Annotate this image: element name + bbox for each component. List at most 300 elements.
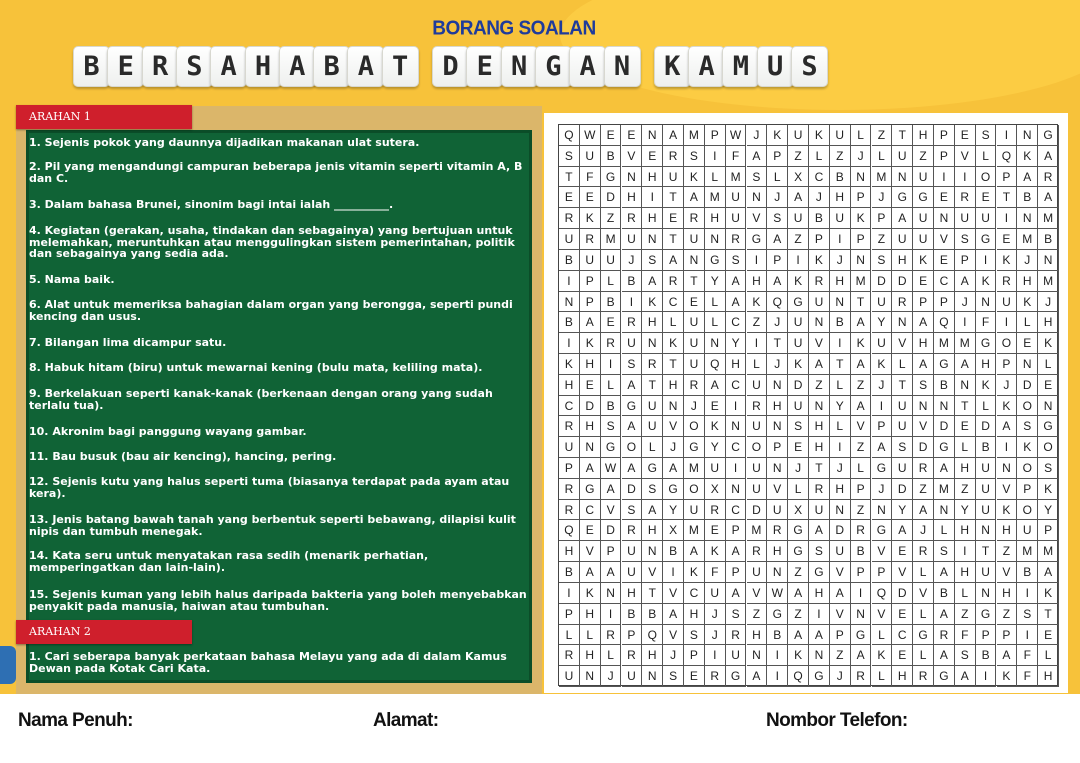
grid-cell[interactable]: B	[601, 292, 622, 313]
grid-cell[interactable]: H	[726, 354, 747, 375]
grid-cell[interactable]: A	[851, 354, 872, 375]
grid-cell[interactable]: U	[892, 146, 913, 167]
grid-cell[interactable]: J	[997, 375, 1018, 396]
grid-cell[interactable]: P	[934, 125, 955, 146]
grid-cell[interactable]: Z	[851, 375, 872, 396]
grid-cell[interactable]: D	[601, 187, 622, 208]
grid-cell[interactable]: G	[934, 666, 955, 687]
grid-cell[interactable]: L	[872, 666, 893, 687]
grid-cell[interactable]: E	[642, 146, 663, 167]
grid-cell[interactable]: R	[809, 479, 830, 500]
grid-cell[interactable]: U	[809, 500, 830, 521]
grid-cell[interactable]: P	[705, 125, 726, 146]
grid-cell[interactable]: A	[747, 666, 768, 687]
grid-cell[interactable]: V	[580, 541, 601, 562]
grid-cell[interactable]: T	[851, 292, 872, 313]
grid-cell[interactable]: A	[642, 500, 663, 521]
grid-cell[interactable]: N	[705, 333, 726, 354]
grid-cell[interactable]: N	[726, 479, 747, 500]
grid-cell[interactable]: T	[830, 354, 851, 375]
grid-cell[interactable]: R	[559, 208, 580, 229]
grid-cell[interactable]: Z	[830, 146, 851, 167]
grid-cell[interactable]: N	[726, 416, 747, 437]
grid-cell[interactable]: N	[934, 396, 955, 417]
grid-cell[interactable]: J	[872, 375, 893, 396]
grid-cell[interactable]: G	[892, 187, 913, 208]
grid-cell[interactable]: V	[934, 229, 955, 250]
grid-cell[interactable]: H	[580, 645, 601, 666]
grid-cell[interactable]: A	[934, 562, 955, 583]
grid-cell[interactable]: U	[642, 396, 663, 417]
grid-cell[interactable]: A	[663, 250, 684, 271]
grid-cell[interactable]: E	[1017, 333, 1038, 354]
grid-cell[interactable]: R	[1038, 167, 1059, 188]
grid-cell[interactable]: A	[622, 458, 643, 479]
grid-cell[interactable]: Z	[788, 146, 809, 167]
grid-cell[interactable]: L	[851, 458, 872, 479]
grid-cell[interactable]: N	[809, 396, 830, 417]
grid-cell[interactable]: G	[976, 333, 997, 354]
grid-cell[interactable]: G	[580, 479, 601, 500]
grid-cell[interactable]: O	[747, 437, 768, 458]
grid-cell[interactable]: M	[934, 333, 955, 354]
grid-cell[interactable]: Z	[872, 125, 893, 146]
grid-cell[interactable]: F	[1017, 666, 1038, 687]
grid-cell[interactable]: S	[913, 375, 934, 396]
grid-cell[interactable]: U	[892, 416, 913, 437]
grid-cell[interactable]: K	[705, 541, 726, 562]
grid-cell[interactable]: Z	[851, 437, 872, 458]
grid-cell[interactable]: X	[788, 500, 809, 521]
grid-cell[interactable]: A	[726, 541, 747, 562]
grid-cell[interactable]: S	[642, 250, 663, 271]
grid-cell[interactable]: M	[705, 187, 726, 208]
grid-cell[interactable]: H	[1038, 666, 1059, 687]
grid-cell[interactable]: J	[913, 520, 934, 541]
grid-cell[interactable]: N	[622, 167, 643, 188]
grid-cell[interactable]: B	[809, 208, 830, 229]
grid-cell[interactable]: V	[663, 416, 684, 437]
grid-cell[interactable]: L	[663, 312, 684, 333]
grid-cell[interactable]: P	[872, 208, 893, 229]
grid-cell[interactable]: J	[622, 250, 643, 271]
grid-cell[interactable]: U	[830, 541, 851, 562]
grid-cell[interactable]: E	[913, 271, 934, 292]
grid-cell[interactable]: D	[872, 271, 893, 292]
grid-cell[interactable]: N	[705, 229, 726, 250]
grid-cell[interactable]: U	[622, 333, 643, 354]
grid-cell[interactable]: O	[622, 437, 643, 458]
grid-cell[interactable]: A	[913, 312, 934, 333]
grid-cell[interactable]: N	[642, 229, 663, 250]
grid-cell[interactable]: G	[601, 437, 622, 458]
grid-cell[interactable]: J	[767, 312, 788, 333]
grid-cell[interactable]: U	[705, 583, 726, 604]
grid-cell[interactable]: J	[872, 479, 893, 500]
grid-cell[interactable]: P	[767, 437, 788, 458]
grid-cell[interactable]: P	[997, 354, 1018, 375]
grid-cell[interactable]: L	[580, 625, 601, 646]
grid-cell[interactable]: P	[622, 625, 643, 646]
grid-cell[interactable]: L	[872, 625, 893, 646]
grid-cell[interactable]: K	[705, 416, 726, 437]
grid-cell[interactable]: V	[642, 562, 663, 583]
grid-cell[interactable]: G	[1038, 416, 1059, 437]
grid-cell[interactable]: D	[892, 479, 913, 500]
grid-cell[interactable]: Y	[955, 500, 976, 521]
grid-cell[interactable]: R	[997, 271, 1018, 292]
grid-cell[interactable]: E	[684, 666, 705, 687]
grid-cell[interactable]: E	[892, 645, 913, 666]
grid-cell[interactable]: H	[767, 541, 788, 562]
grid-cell[interactable]: D	[934, 416, 955, 437]
grid-cell[interactable]: J	[767, 354, 788, 375]
grid-cell[interactable]: H	[830, 479, 851, 500]
grid-cell[interactable]: U	[726, 208, 747, 229]
grid-cell[interactable]: S	[684, 146, 705, 167]
grid-cell[interactable]: A	[705, 375, 726, 396]
grid-cell[interactable]: P	[684, 645, 705, 666]
grid-cell[interactable]: E	[601, 312, 622, 333]
grid-cell[interactable]: U	[580, 250, 601, 271]
grid-cell[interactable]: M	[1038, 541, 1059, 562]
grid-cell[interactable]: I	[726, 458, 747, 479]
grid-cell[interactable]: G	[767, 604, 788, 625]
grid-cell[interactable]: H	[559, 375, 580, 396]
grid-cell[interactable]: B	[934, 583, 955, 604]
grid-cell[interactable]: Q	[767, 292, 788, 313]
grid-cell[interactable]: V	[913, 583, 934, 604]
grid-cell[interactable]: C	[726, 375, 747, 396]
grid-cell[interactable]: F	[955, 625, 976, 646]
grid-cell[interactable]: I	[601, 604, 622, 625]
grid-cell[interactable]: D	[601, 520, 622, 541]
grid-cell[interactable]: T	[892, 375, 913, 396]
grid-cell[interactable]: P	[601, 541, 622, 562]
grid-cell[interactable]: H	[955, 458, 976, 479]
grid-cell[interactable]: R	[601, 333, 622, 354]
grid-cell[interactable]: G	[1038, 125, 1059, 146]
grid-cell[interactable]: N	[747, 187, 768, 208]
grid-cell[interactable]: U	[809, 292, 830, 313]
grid-cell[interactable]: M	[1017, 229, 1038, 250]
grid-cell[interactable]: E	[580, 187, 601, 208]
grid-cell[interactable]: A	[955, 666, 976, 687]
grid-cell[interactable]: T	[997, 187, 1018, 208]
grid-cell[interactable]: H	[642, 167, 663, 188]
grid-cell[interactable]: I	[976, 250, 997, 271]
grid-cell[interactable]: E	[997, 229, 1018, 250]
grid-cell[interactable]: H	[913, 333, 934, 354]
grid-cell[interactable]: H	[622, 187, 643, 208]
grid-cell[interactable]: S	[872, 250, 893, 271]
grid-cell[interactable]: M	[934, 479, 955, 500]
grid-cell[interactable]: R	[559, 479, 580, 500]
grid-cell[interactable]: W	[601, 458, 622, 479]
grid-cell[interactable]: C	[892, 625, 913, 646]
grid-cell[interactable]: T	[663, 229, 684, 250]
grid-cell[interactable]: H	[809, 416, 830, 437]
grid-cell[interactable]: K	[997, 666, 1018, 687]
grid-cell[interactable]: M	[1038, 271, 1059, 292]
grid-cell[interactable]: P	[726, 562, 747, 583]
grid-cell[interactable]: D	[788, 375, 809, 396]
grid-cell[interactable]: C	[559, 396, 580, 417]
grid-cell[interactable]: R	[851, 666, 872, 687]
grid-cell[interactable]: E	[580, 375, 601, 396]
grid-cell[interactable]: J	[830, 458, 851, 479]
grid-cell[interactable]: I	[767, 666, 788, 687]
grid-cell[interactable]: L	[767, 167, 788, 188]
grid-cell[interactable]: N	[580, 666, 601, 687]
grid-cell[interactable]: G	[913, 187, 934, 208]
grid-cell[interactable]: R	[934, 625, 955, 646]
grid-cell[interactable]: A	[622, 416, 643, 437]
grid-cell[interactable]: Y	[830, 396, 851, 417]
grid-cell[interactable]: U	[601, 250, 622, 271]
grid-cell[interactable]: W	[726, 125, 747, 146]
grid-cell[interactable]: I	[955, 312, 976, 333]
grid-cell[interactable]: P	[767, 146, 788, 167]
grid-cell[interactable]: B	[976, 437, 997, 458]
grid-cell[interactable]: Z	[913, 146, 934, 167]
grid-cell[interactable]: C	[663, 292, 684, 313]
grid-cell[interactable]: H	[955, 562, 976, 583]
grid-cell[interactable]: I	[934, 167, 955, 188]
grid-cell[interactable]: P	[997, 625, 1018, 646]
grid-cell[interactable]: S	[726, 604, 747, 625]
grid-cell[interactable]: B	[622, 604, 643, 625]
grid-cell[interactable]: E	[705, 520, 726, 541]
grid-cell[interactable]: P	[997, 167, 1018, 188]
grid-cell[interactable]: G	[663, 479, 684, 500]
grid-cell[interactable]: Z	[601, 208, 622, 229]
grid-cell[interactable]: U	[726, 187, 747, 208]
grid-cell[interactable]: U	[788, 125, 809, 146]
grid-cell[interactable]: G	[809, 666, 830, 687]
grid-cell[interactable]: T	[684, 271, 705, 292]
grid-cell[interactable]: D	[892, 271, 913, 292]
grid-cell[interactable]: G	[913, 625, 934, 646]
grid-cell[interactable]: G	[788, 520, 809, 541]
grid-cell[interactable]: N	[851, 250, 872, 271]
grid-cell[interactable]: N	[642, 666, 663, 687]
grid-cell[interactable]: S	[622, 500, 643, 521]
grid-cell[interactable]: N	[1038, 250, 1059, 271]
grid-cell[interactable]: L	[705, 312, 726, 333]
grid-cell[interactable]: G	[747, 229, 768, 250]
grid-cell[interactable]: R	[642, 354, 663, 375]
grid-cell[interactable]: J	[830, 250, 851, 271]
grid-cell[interactable]: U	[872, 292, 893, 313]
grid-cell[interactable]: N	[767, 562, 788, 583]
grid-cell[interactable]: H	[809, 437, 830, 458]
grid-cell[interactable]: K	[1017, 437, 1038, 458]
grid-cell[interactable]: S	[726, 250, 747, 271]
grid-cell[interactable]: A	[851, 312, 872, 333]
grid-cell[interactable]: K	[809, 125, 830, 146]
grid-cell[interactable]: R	[684, 208, 705, 229]
grid-cell[interactable]: H	[913, 125, 934, 146]
grid-cell[interactable]: D	[913, 437, 934, 458]
grid-cell[interactable]: N	[955, 375, 976, 396]
grid-cell[interactable]: U	[767, 500, 788, 521]
grid-cell[interactable]: K	[1038, 479, 1059, 500]
grid-cell[interactable]: E	[580, 520, 601, 541]
grid-cell[interactable]: H	[747, 271, 768, 292]
grid-cell[interactable]: N	[976, 583, 997, 604]
grid-cell[interactable]: Z	[809, 375, 830, 396]
grid-cell[interactable]: A	[809, 520, 830, 541]
grid-cell[interactable]: B	[934, 375, 955, 396]
grid-cell[interactable]: N	[851, 167, 872, 188]
grid-cell[interactable]: A	[726, 292, 747, 313]
grid-cell[interactable]: J	[955, 292, 976, 313]
grid-cell[interactable]: U	[892, 458, 913, 479]
grid-cell[interactable]: S	[976, 125, 997, 146]
grid-cell[interactable]: T	[663, 187, 684, 208]
grid-cell[interactable]: L	[601, 645, 622, 666]
grid-cell[interactable]: Z	[788, 604, 809, 625]
grid-cell[interactable]: C	[580, 500, 601, 521]
grid-cell[interactable]: N	[1017, 354, 1038, 375]
grid-cell[interactable]: B	[1017, 187, 1038, 208]
grid-cell[interactable]: N	[1017, 208, 1038, 229]
grid-cell[interactable]: S	[1017, 604, 1038, 625]
grid-cell[interactable]: B	[851, 541, 872, 562]
grid-cell[interactable]: U	[872, 333, 893, 354]
grid-cell[interactable]: D	[976, 416, 997, 437]
grid-cell[interactable]: R	[580, 229, 601, 250]
grid-cell[interactable]: K	[1038, 583, 1059, 604]
grid-cell[interactable]: N	[913, 396, 934, 417]
grid-cell[interactable]: J	[872, 187, 893, 208]
grid-cell[interactable]: T	[642, 583, 663, 604]
grid-cell[interactable]: N	[934, 500, 955, 521]
grid-cell[interactable]: R	[747, 396, 768, 417]
grid-cell[interactable]: U	[684, 229, 705, 250]
grid-cell[interactable]: N	[1017, 125, 1038, 146]
grid-cell[interactable]: K	[747, 292, 768, 313]
grid-cell[interactable]: V	[997, 479, 1018, 500]
grid-cell[interactable]: Z	[747, 604, 768, 625]
grid-cell[interactable]: K	[788, 645, 809, 666]
grid-cell[interactable]: O	[1017, 500, 1038, 521]
grid-cell[interactable]: A	[684, 541, 705, 562]
grid-cell[interactable]: E	[976, 187, 997, 208]
grid-cell[interactable]: V	[830, 562, 851, 583]
grid-cell[interactable]: N	[892, 312, 913, 333]
grid-cell[interactable]: P	[580, 292, 601, 313]
grid-cell[interactable]: Z	[997, 604, 1018, 625]
grid-cell[interactable]: C	[726, 312, 747, 333]
grid-cell[interactable]: O	[1038, 437, 1059, 458]
grid-cell[interactable]: Y	[892, 500, 913, 521]
grid-cell[interactable]: N	[580, 437, 601, 458]
grid-cell[interactable]: U	[747, 375, 768, 396]
grid-cell[interactable]: V	[913, 416, 934, 437]
grid-cell[interactable]: M	[1017, 541, 1038, 562]
grid-cell[interactable]: I	[726, 396, 747, 417]
grid-cell[interactable]: I	[830, 437, 851, 458]
grid-cell[interactable]: P	[559, 604, 580, 625]
grid-cell[interactable]: X	[705, 479, 726, 500]
grid-cell[interactable]: U	[830, 125, 851, 146]
grid-cell[interactable]: J	[1017, 250, 1038, 271]
grid-cell[interactable]: R	[663, 271, 684, 292]
grid-cell[interactable]: J	[747, 125, 768, 146]
grid-cell[interactable]: Z	[830, 645, 851, 666]
grid-cell[interactable]: A	[580, 458, 601, 479]
grid-cell[interactable]: R	[601, 625, 622, 646]
grid-cell[interactable]: Y	[663, 500, 684, 521]
grid-cell[interactable]: A	[622, 375, 643, 396]
grid-cell[interactable]: I	[1017, 583, 1038, 604]
grid-cell[interactable]: P	[726, 520, 747, 541]
grid-cell[interactable]: M	[684, 125, 705, 146]
grid-cell[interactable]: H	[1038, 312, 1059, 333]
grid-cell[interactable]: U	[788, 333, 809, 354]
grid-cell[interactable]: A	[809, 625, 830, 646]
grid-cell[interactable]: A	[601, 479, 622, 500]
grid-cell[interactable]: Z	[872, 229, 893, 250]
grid-cell[interactable]: A	[663, 125, 684, 146]
grid-cell[interactable]: S	[1038, 458, 1059, 479]
grid-cell[interactable]: T	[976, 541, 997, 562]
grid-cell[interactable]: A	[767, 229, 788, 250]
grid-cell[interactable]: O	[684, 479, 705, 500]
grid-cell[interactable]: K	[809, 250, 830, 271]
grid-cell[interactable]: U	[788, 312, 809, 333]
grid-cell[interactable]: J	[684, 396, 705, 417]
grid-cell[interactable]: U	[976, 562, 997, 583]
grid-cell[interactable]: A	[580, 312, 601, 333]
grid-cell[interactable]: I	[559, 583, 580, 604]
grid-cell[interactable]: B	[559, 562, 580, 583]
grid-cell[interactable]: E	[788, 437, 809, 458]
grid-cell[interactable]: V	[663, 625, 684, 646]
grid-cell[interactable]: K	[580, 208, 601, 229]
grid-cell[interactable]: B	[642, 604, 663, 625]
grid-cell[interactable]: D	[747, 500, 768, 521]
grid-cell[interactable]: I	[705, 146, 726, 167]
grid-cell[interactable]: U	[559, 666, 580, 687]
grid-cell[interactable]: O	[976, 167, 997, 188]
grid-cell[interactable]: U	[726, 645, 747, 666]
grid-cell[interactable]: K	[684, 167, 705, 188]
grid-cell[interactable]: N	[809, 312, 830, 333]
grid-cell[interactable]: I	[809, 604, 830, 625]
grid-cell[interactable]: A	[997, 416, 1018, 437]
grid-cell[interactable]: I	[747, 333, 768, 354]
grid-cell[interactable]: H	[580, 416, 601, 437]
grid-cell[interactable]: B	[976, 645, 997, 666]
grid-cell[interactable]: A	[892, 208, 913, 229]
grid-cell[interactable]: M	[684, 520, 705, 541]
grid-cell[interactable]: E	[705, 396, 726, 417]
grid-cell[interactable]: N	[997, 458, 1018, 479]
grid-cell[interactable]: R	[913, 666, 934, 687]
grid-cell[interactable]: R	[913, 458, 934, 479]
grid-cell[interactable]: L	[830, 416, 851, 437]
grid-cell[interactable]: B	[1017, 562, 1038, 583]
grid-cell[interactable]: H	[684, 604, 705, 625]
grid-cell[interactable]: L	[601, 271, 622, 292]
grid-cell[interactable]: R	[747, 541, 768, 562]
grid-cell[interactable]: V	[892, 562, 913, 583]
grid-cell[interactable]: K	[851, 333, 872, 354]
grid-cell[interactable]: N	[684, 250, 705, 271]
